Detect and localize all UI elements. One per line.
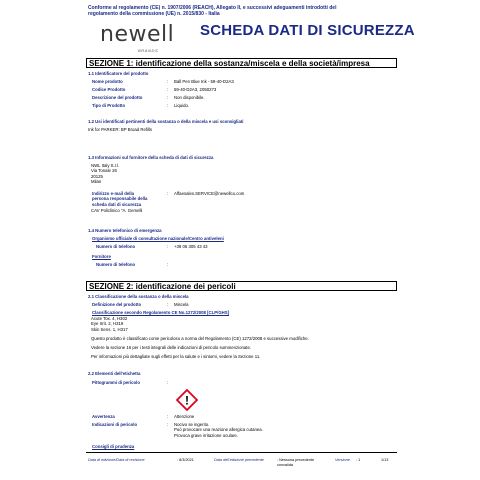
signal-word-label: Avvertenza	[92, 414, 115, 419]
email-value[interactable]: Affaesales.SERVICE@newellco.com	[174, 191, 245, 196]
colon: :	[167, 103, 169, 108]
footer-issue-label: Data di edizione/Data di revisione	[88, 458, 145, 462]
supplier-line: NWL Italy S.r.l.	[91, 163, 120, 168]
email-label-line: persona responsabile della	[92, 196, 148, 202]
field-label-product-type: Tipo di Prodotto	[92, 103, 126, 108]
clp-line: Eye Irrit. 2, H319	[91, 321, 124, 327]
colon: :	[167, 414, 169, 419]
email-label	[92, 191, 147, 207]
colon: :	[167, 380, 169, 385]
supplier-line: Milan	[91, 178, 102, 184]
supplier-address	[91, 163, 119, 184]
section-1-1-heading: 1.1 Identificatore del prodotto	[88, 71, 149, 76]
field-value-product-name: Ball Pen Blue Ink - 59-40-D2A3	[174, 79, 234, 84]
footer-page-number: 1/13	[381, 458, 389, 462]
exclamation-mark-pictogram-icon	[176, 389, 198, 411]
footer-previous-line: convalida	[277, 462, 294, 467]
hazard-statements-label: Indicazioni di pericolo	[92, 422, 138, 427]
field-label-product-name: Nome prodotto	[92, 79, 123, 84]
clp-line: Acute Tox. 4, H302	[91, 316, 128, 321]
product-definition-value: Miscela	[174, 302, 189, 307]
paragraph-line: Questo prodotto è classificato come pericoloso a norma del Regolamento (CE) 1272/2008 e successive modifiche.	[91, 336, 309, 341]
section-2-title: SEZIONE 2: identificazione dei pericoli	[86, 281, 397, 291]
precautionary-statements-label: Consigli di prudenza	[92, 444, 135, 449]
section-1-4-heading: 1.4 Numero telefonico di emergenza	[88, 228, 162, 233]
pictogram-label: Pittogrammi di pericolo	[92, 380, 140, 385]
section-1-3-heading: 1.3 Informazioni sul fornitore della scheda di dati di sicurezza	[88, 155, 214, 160]
field-value-product-description: Non disponibile.	[174, 95, 205, 100]
document-title: SCHEDA DATI DI SICUREZZA	[200, 22, 415, 39]
regulation-note-line-1: Conforme al regolamento (CE) n. 1907/2006 (REACH), Allegato II, e successivi adeguamenti introdotti del	[88, 5, 337, 11]
clp-heading: Classificazione secondo Regolamento CE No.1272/2008 [CLP/GHS]	[92, 310, 230, 315]
clp-classification-list	[91, 316, 128, 332]
email-label-line: scheda dati di sicurezza	[92, 201, 142, 207]
field-value-product-type: Liquido.	[174, 103, 190, 108]
footer-issue-value: : 8/3/2021	[177, 458, 194, 462]
paragraph-line: Vedere la sezione 16 per i testi integrali delle indicazioni di pericolo summenzionate.	[91, 344, 252, 350]
colon: :	[167, 95, 169, 100]
phone-label: Numero di telefono	[96, 244, 136, 249]
footer-previous-line: : Nessuna precedente	[277, 458, 315, 462]
hazard-statements	[174, 422, 263, 438]
section-1-title: SEZIONE 1: identificazione della sostanza/miscela e della società/impresa	[86, 58, 397, 68]
product-definition-label: Definizione del prodotto	[92, 302, 142, 307]
newell-logo	[96, 20, 175, 54]
hazard-line: Può provocare una reazione allergica cutanea.	[174, 427, 263, 433]
email-label-line: Indirizzo e-mail della	[92, 191, 135, 196]
colon: :	[167, 422, 169, 427]
section-1-2-heading: 1.2 Usi identificati pertinenti della sostanza o della miscela e usi sconsigliati	[88, 119, 244, 124]
footer-version-value: : 1	[356, 458, 361, 462]
hazard-line: Nocivo se ingerito.	[174, 422, 210, 427]
field-value-product-code: 59-40-D2A3, 2050273	[174, 87, 217, 92]
colon: :	[167, 191, 169, 196]
official-body-heading: Organismo ufficiale di consultazione nazionale/Centro antiveleni	[92, 236, 224, 241]
classification-paragraph	[91, 335, 309, 361]
regulation-note	[88, 5, 398, 17]
section-2-2-heading: 2.2 Elementi dell'etichetta	[88, 371, 141, 376]
supplier-line: 20125	[91, 173, 103, 179]
regulation-note-line-2: regolamento della commissione (UE) n. 2015/830 - Italia	[88, 11, 220, 18]
section-2-1-heading: 2.1 Classificazione della sostanza o della miscela	[88, 294, 189, 299]
phone-value: +39 06 305 43 43	[174, 244, 208, 249]
poison-center-name: CAV Policlinico "A. Gemelli	[91, 208, 143, 213]
pictogram-glyph: !	[185, 393, 189, 408]
colon: :	[167, 244, 169, 249]
field-label-product-code: Codice Prodotto	[92, 87, 126, 92]
supplier-line: Via Tonale 26	[91, 168, 117, 174]
supplier-heading: Fornitore	[92, 254, 111, 259]
field-label-product-description: Descrizione del prodotto	[92, 95, 143, 100]
footer-divider	[86, 452, 397, 453]
identified-use: Ink for PARKER: BP Broad Refills	[88, 127, 153, 132]
colon: :	[167, 87, 169, 92]
signal-word-value: Attenzione	[174, 414, 195, 419]
supplier-phone-label: Numero di telefono	[96, 262, 136, 267]
colon: :	[167, 262, 169, 267]
footer-version-label: Versione	[335, 458, 350, 462]
footer-previous-label: Data dell'edizione precedente	[214, 458, 264, 462]
footer-previous-value	[277, 458, 314, 467]
paragraph-line: Per informazioni più dettagliate sugli effetti per la salute e i sintomi, vedere la Sezione 11.	[91, 353, 261, 359]
colon: :	[167, 79, 169, 84]
colon: :	[167, 302, 169, 307]
clp-line: Skin Sens. 1, H317	[91, 326, 128, 332]
logo-word: newell	[100, 22, 175, 47]
logo-brands: BRANDS	[138, 48, 159, 53]
hazard-line: Provoca grave irritazione oculare.	[174, 432, 239, 438]
